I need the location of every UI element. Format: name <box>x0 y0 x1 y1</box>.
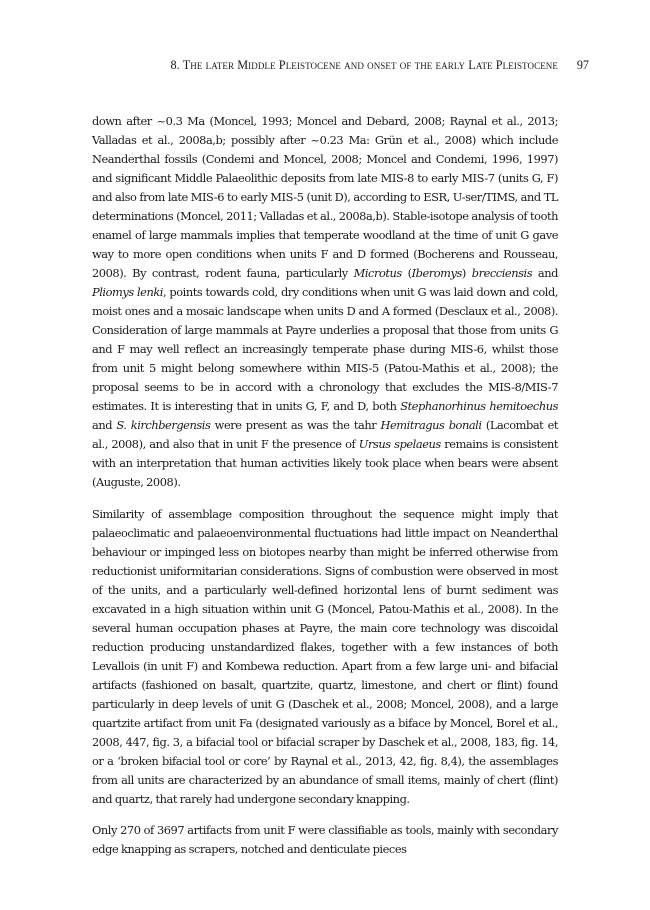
text-run: remains is consistent with an interpretation that human activities likely took place when bears were absent (Auguste, 2008). <box>92 437 559 489</box>
italic-taxon-name: Hemitragus bonali <box>380 418 482 432</box>
text-run: ) <box>461 266 472 280</box>
text-run: were present as was the tahr <box>210 418 381 432</box>
text-run: (Lacombat et al., 2008), and also that in unit F the presence of <box>92 418 558 451</box>
paragraph <box>92 112 558 492</box>
text-run: , points towards cold, dry conditions when unit G was laid down and cold, moist ones and a mosaic landscape when units D and A formed (Desclaux et al., 2008). Consideration of large mammals at Payre underlies a proposal that those from units G and F may well reflect an increasingly temperate phase during MIS-6, whilst those from unit 5 might belong somewhere within MIS-5 (Patou-Mathis et al., 2008); the proposal seems to be in accord with a chronology that excludes the MIS-8/MIS-7 estimates. It is interesting that in units G, F, and D, both <box>92 285 558 413</box>
italic-taxon-name: Pliomys lenki <box>92 285 163 299</box>
text-run: ( <box>401 266 412 280</box>
text-run: Only 270 of 3697 artifacts from unit F were classifiable as tools, mainly with secondary edge knapping as scrapers, notched and denticulate pieces <box>92 823 558 856</box>
running-head: 8. The later Middle Pleistocene and onset of the early Late Pleistocene <box>170 58 558 72</box>
body-text <box>92 112 558 872</box>
italic-taxon-name: Ursus spelaeus <box>358 437 441 451</box>
text-run: Similarity of assemblage composition throughout the sequence might imply that palaeoclimatic and palaeoenvironmental fluctuations had little impact on Neanderthal behaviour or impinged less on biotopes nearby than might be inferred otherwise from reductionist uniformitarian considerations. Signs of combustion were observed in most of the units, and a particularly well-defined horizontal lens of burnt sediment was excavated in a high situation within unit G (Moncel, Patou-Mathis et al., 2008). In the several human occupation phases at Payre, the main core technology was discoidal reduction producing unstandardized flakes, together with a few instances of both Levallois (in unit F) and Kombewa reduction. Apart from a few large uni- and bifacial artifacts (fashioned on basalt, quartzite, quartz, limestone, and chert or flint) found particularly in deep levels of unit G (Daschek et al., 2008; Moncel, 2008), and a large quartzite artifact from unit Fa (designated variously as a biface by Moncel, Borel et al., 2008, 447, fig. 3, a bifacial tool or bifacial scraper by Daschek et al., 2008, 183, fig. 14, or a ‘broken bifacial tool or core’ by Raynal et al., 2013, 42, fig. 8,4), the assemblages from all units are characterized by an abundance of small items, mainly of chert (flint) and quartz, that rarely had undergone secondary knapping. <box>92 506 558 806</box>
text-run: down after ~0.3 Ma (Moncel, 1993; Moncel and Debard, 2008; Raynal et al., 2013; Valladas et al., 2008a,b; possibly after ~0.23 Ma: Grün et al., 2008) which include Neanderthal fossils (Condemi and Moncel, 2008; Moncel and Condemi, 1996, 1997) and significant Middle Palaeolithic deposits from late MIS-8 to early MIS-7 (units G, F) and also from late MIS-6 to early MIS-5 (unit D), according to ESR, U-ser/TIMS, and TL determinations (Moncel, 2011; Valladas et al., 2008a,b). Stable-isotope analysis of tooth enamel of large mammals implies that temperate woodland at the time of unit G gave way to more open conditions when units F and D formed (Bocherens and Rousseau, 2008). By contrast, rodent fauna, particularly <box>92 114 558 280</box>
text-run: and <box>92 418 117 432</box>
italic-taxon-name: Stephanorhinus hemitoechus <box>400 399 558 413</box>
italic-taxon-name: S. kirchbergensis <box>116 418 211 432</box>
paragraph <box>92 821 558 859</box>
text-run: and <box>532 266 558 280</box>
italic-taxon-name: Iberomys <box>411 266 462 280</box>
page-number: 97 <box>576 58 589 72</box>
paragraph <box>92 505 558 809</box>
italic-taxon-name: brecciensis <box>471 266 533 280</box>
italic-taxon-name: Microtus <box>353 266 402 280</box>
